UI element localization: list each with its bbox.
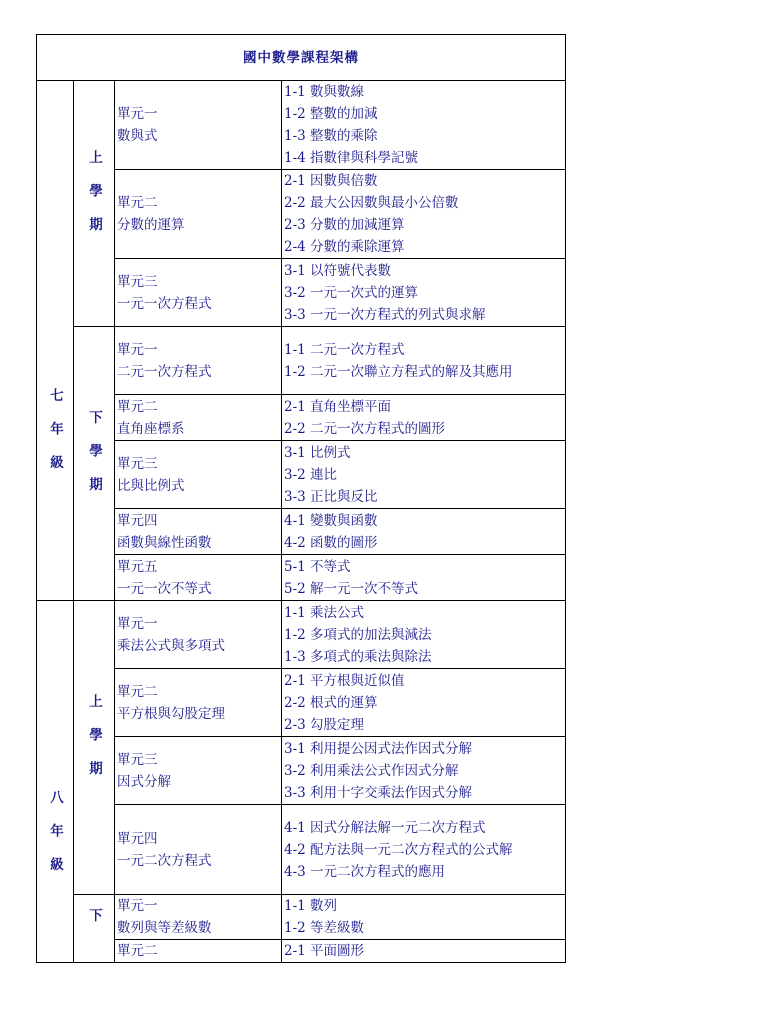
unit-cell bbox=[115, 737, 282, 805]
section-item: 3-3 一元一次方程式的列式與求解 bbox=[284, 306, 486, 323]
unit-topic: 分數的運算 bbox=[117, 217, 185, 233]
sections-cell bbox=[282, 509, 566, 555]
section-item: 2-2 最大公因數與最小公倍數 bbox=[284, 195, 459, 211]
unit-label: 單元一 bbox=[117, 106, 158, 122]
section-item: 4-3 一元二次方程式的應用 bbox=[284, 863, 446, 880]
unit-topic: 因式分解 bbox=[117, 773, 171, 790]
vertical-label: 下學期 bbox=[86, 409, 102, 511]
grade-cell bbox=[37, 601, 74, 963]
section-item: 3-1 利用提公因式法作因式分解 bbox=[284, 740, 473, 757]
section-item: 3-2 連比 bbox=[284, 466, 338, 483]
unit-row bbox=[37, 170, 566, 259]
unit-label: 單元二 bbox=[117, 398, 158, 415]
term-cell bbox=[74, 81, 115, 327]
section-item: 2-1 平面圖形 bbox=[284, 943, 365, 959]
unit-row bbox=[37, 737, 566, 805]
unit-cell bbox=[115, 395, 282, 441]
unit-label: 單元一 bbox=[117, 615, 158, 632]
term-cell bbox=[74, 601, 115, 895]
unit-cell bbox=[115, 669, 282, 737]
unit-label: 單元二 bbox=[117, 943, 158, 959]
term-cell bbox=[74, 327, 115, 601]
section-item: 1-3 整數的乘除 bbox=[284, 128, 378, 144]
unit-cell bbox=[115, 81, 282, 170]
section-item: 1-2 二元一次聯立方程式的解及其應用 bbox=[284, 363, 513, 380]
sections-cell bbox=[282, 327, 566, 395]
unit-topic: 乘法公式與多項式 bbox=[117, 637, 225, 654]
unit-topic: 直角座標系 bbox=[117, 420, 185, 437]
sections-cell bbox=[282, 601, 566, 669]
section-item: 1-4 指數律與科學記號 bbox=[284, 150, 419, 166]
unit-row bbox=[37, 259, 566, 327]
unit-label: 單元一 bbox=[117, 898, 158, 914]
unit-cell bbox=[115, 170, 282, 259]
unit-topic: 一元一次方程式 bbox=[117, 295, 212, 312]
unit-cell bbox=[115, 327, 282, 395]
unit-topic: 一元二次方程式 bbox=[117, 852, 212, 869]
section-item: 2-1 直角坐標平面 bbox=[284, 398, 392, 415]
unit-cell bbox=[115, 441, 282, 509]
unit-row bbox=[37, 669, 566, 737]
unit-topic: 函數與線性函數 bbox=[117, 534, 212, 551]
unit-row bbox=[37, 81, 566, 170]
vertical-label: 八年級 bbox=[47, 789, 63, 891]
unit-label: 單元三 bbox=[117, 273, 158, 290]
sections-cell bbox=[282, 441, 566, 509]
unit-topic: 比與比例式 bbox=[117, 477, 185, 494]
unit-label: 單元三 bbox=[117, 751, 158, 768]
sections-cell bbox=[282, 940, 566, 963]
unit-row bbox=[37, 940, 566, 963]
unit-row bbox=[37, 441, 566, 509]
sections-cell bbox=[282, 737, 566, 805]
section-item: 4-2 配方法與一元二次方程式的公式解 bbox=[284, 841, 513, 858]
section-item: 3-1 比例式 bbox=[284, 444, 351, 461]
sections-cell bbox=[282, 395, 566, 441]
section-item: 3-3 利用十字交乘法作因式分解 bbox=[284, 784, 473, 801]
section-item: 1-2 等差級數 bbox=[284, 920, 365, 936]
sections-cell bbox=[282, 81, 566, 170]
section-item: 5-2 解一元一次不等式 bbox=[284, 580, 419, 597]
section-item: 2-3 分數的加減運算 bbox=[284, 217, 405, 233]
unit-topic: 一元一次不等式 bbox=[117, 580, 212, 597]
unit-label: 單元三 bbox=[117, 455, 158, 472]
sections-cell bbox=[282, 170, 566, 259]
unit-label: 單元四 bbox=[117, 830, 158, 847]
unit-label: 單元五 bbox=[117, 558, 158, 575]
section-item: 1-1 數與數線 bbox=[284, 84, 365, 100]
unit-topic: 平方根與勾股定理 bbox=[117, 705, 225, 722]
section-item: 3-3 正比與反比 bbox=[284, 488, 378, 505]
unit-cell bbox=[115, 509, 282, 555]
section-item: 3-1 以符號代表數 bbox=[284, 262, 392, 279]
unit-row bbox=[37, 555, 566, 601]
unit-label: 單元二 bbox=[117, 195, 158, 211]
sections-cell bbox=[282, 669, 566, 737]
unit-cell bbox=[115, 259, 282, 327]
unit-cell bbox=[115, 601, 282, 669]
section-item: 1-1 乘法公式 bbox=[284, 604, 365, 621]
unit-cell bbox=[115, 555, 282, 601]
section-item: 1-1 數列 bbox=[284, 898, 338, 914]
section-item: 1-3 多項式的乘法與除法 bbox=[284, 648, 432, 665]
unit-row bbox=[37, 509, 566, 555]
section-item: 2-2 二元一次方程式的圖形 bbox=[284, 420, 446, 437]
section-item: 5-1 不等式 bbox=[284, 558, 351, 575]
unit-row bbox=[37, 327, 566, 395]
section-item: 4-1 因式分解法解一元二次方程式 bbox=[284, 819, 486, 836]
unit-topic: 二元一次方程式 bbox=[117, 363, 212, 380]
unit-cell bbox=[115, 895, 282, 940]
section-item: 1-1 二元一次方程式 bbox=[284, 341, 405, 358]
sections-cell bbox=[282, 555, 566, 601]
unit-row bbox=[37, 395, 566, 441]
unit-topic: 數列與等差級數 bbox=[117, 920, 212, 936]
grade-cell bbox=[37, 81, 74, 601]
section-item: 3-2 利用乘法公式作因式分解 bbox=[284, 762, 459, 779]
unit-label: 單元二 bbox=[117, 683, 158, 700]
section-item: 2-1 平方根與近似值 bbox=[284, 672, 405, 689]
unit-cell bbox=[115, 805, 282, 895]
curriculum-table bbox=[36, 34, 566, 963]
section-item: 2-4 分數的乘除運算 bbox=[284, 239, 405, 255]
unit-label: 單元四 bbox=[117, 512, 158, 529]
sections-cell bbox=[282, 259, 566, 327]
page-title: 國中數學課程架構 bbox=[37, 35, 566, 81]
section-item: 1-2 整數的加減 bbox=[284, 106, 378, 122]
unit-label: 單元一 bbox=[117, 341, 158, 358]
section-item: 3-2 一元一次式的運算 bbox=[284, 284, 419, 301]
unit-cell bbox=[115, 940, 282, 963]
section-item: 4-1 變數與函數 bbox=[284, 512, 378, 529]
vertical-label: 上學期 bbox=[86, 149, 102, 251]
sections-cell bbox=[282, 805, 566, 895]
sections-cell bbox=[282, 895, 566, 940]
unit-row bbox=[37, 601, 566, 669]
section-item: 2-2 根式的運算 bbox=[284, 694, 378, 711]
unit-topic: 數與式 bbox=[117, 128, 158, 144]
vertical-label: 七年級 bbox=[47, 388, 63, 489]
section-item: 4-2 函數的圖形 bbox=[284, 534, 378, 551]
term-cell bbox=[74, 895, 115, 963]
section-item: 2-3 勾股定理 bbox=[284, 716, 365, 733]
section-item: 2-1 因數與倍數 bbox=[284, 173, 378, 189]
vertical-label: 下 bbox=[86, 908, 102, 942]
vertical-label: 上學期 bbox=[86, 693, 102, 795]
unit-row bbox=[37, 895, 566, 940]
section-item: 1-2 多項式的加法與減法 bbox=[284, 626, 432, 643]
title-row bbox=[37, 35, 566, 81]
unit-row bbox=[37, 805, 566, 895]
